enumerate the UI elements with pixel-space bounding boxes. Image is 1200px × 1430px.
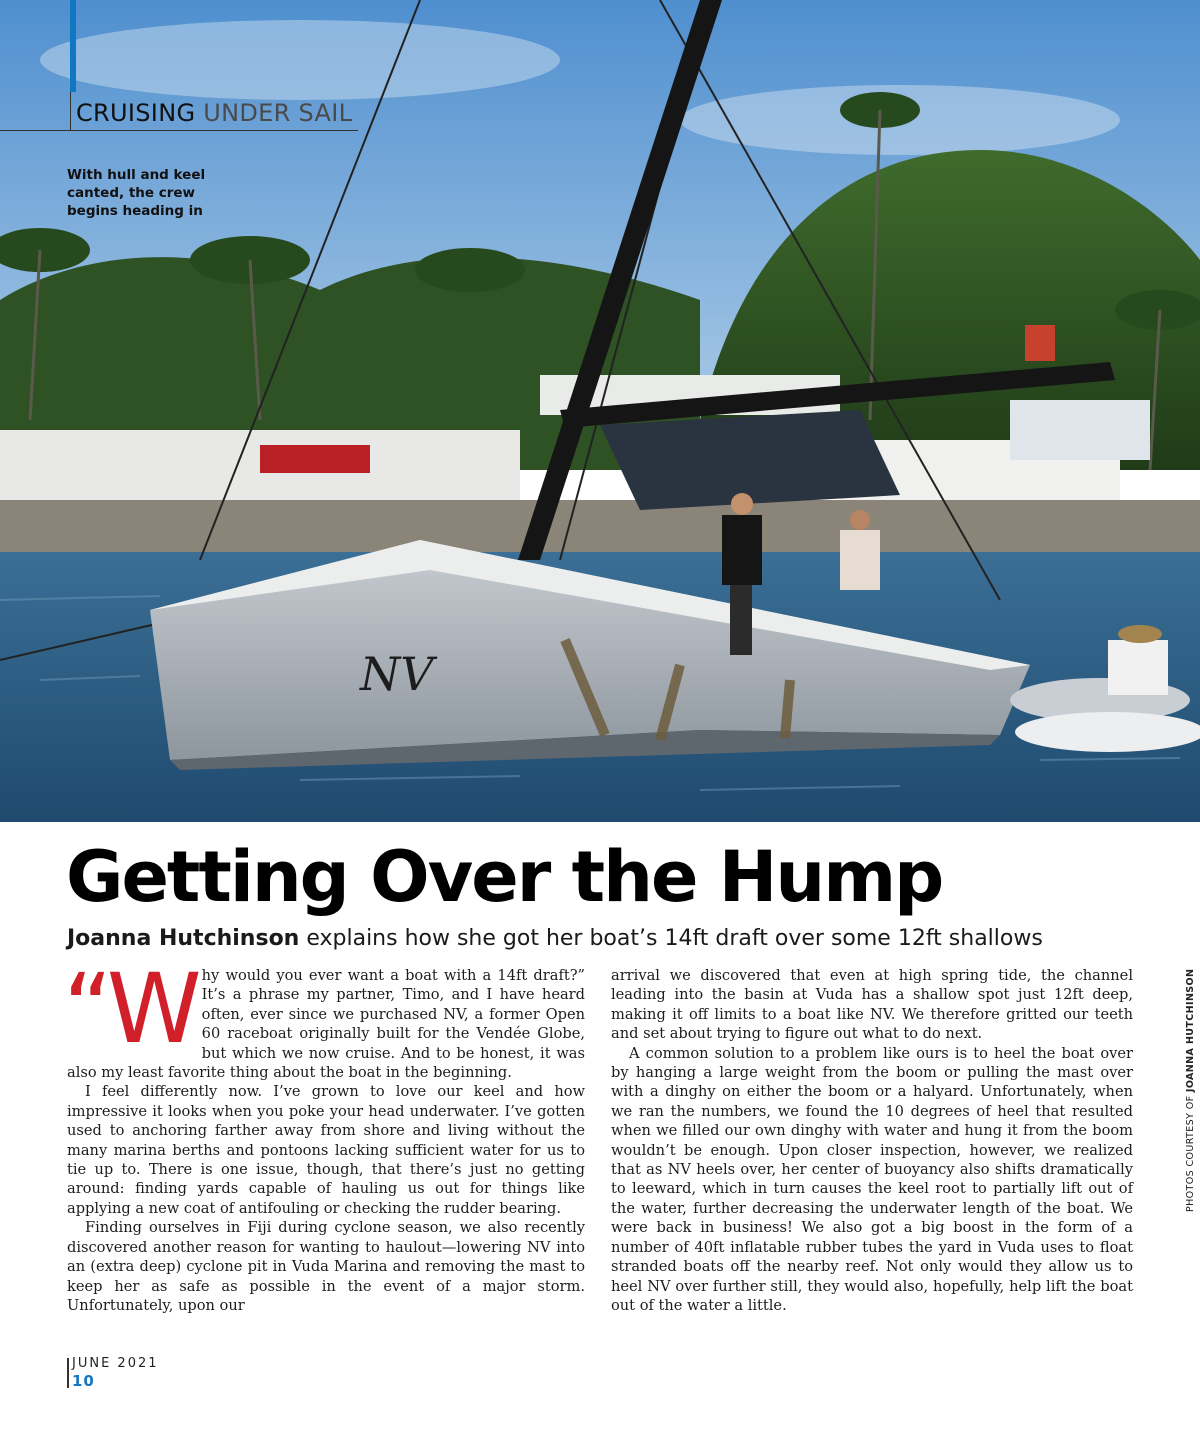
paragraph-1 bbox=[63, 953, 585, 1082]
body-column-left bbox=[63, 953, 585, 1315]
paragraph-4: arrival we discovered that even at high spring tide, the channel leading into the basin at Vuda has a shallow spot just 12ft deep, making it off limits to a boat like NV. We therefore gritted our teeth and set about trying to figure out what to do next. bbox=[611, 967, 1133, 1043]
drop-cap: “W bbox=[63, 953, 196, 1065]
dek-text: explains how she got her boat’s 14ft draft over some 12ft shallows bbox=[306, 926, 1043, 951]
article-dek bbox=[67, 926, 1043, 951]
page-number: 10 bbox=[72, 1372, 95, 1390]
paragraph-5: A common solution to a problem like ours is to heel the boat over by hanging a large weight from the boom or pulling the mast over with a dinghy on either the boom or a halyard. Unfortunately, when we ran the numbers, we found the 10 degrees of heel that resulted when we filled our own dinghy with water and hung it from the boom wouldn’t be enough. Upon closer inspection, however, we realized that as NV heels over, her center of buoyancy also shifts dramatically to leeward, which in turn causes the keel root to partially lift out of the water, further decreasing the underwater length of the boat. We were back in business! We also got a big boost in the form of a number of 40ft inflatable rubber tubes the yard in Vuda uses to float stranded boats off the nearby reef. Not only would they allow us to heel NV over further still, they would also, hopefully, help lift the boat out of the water a little. bbox=[611, 1044, 1133, 1314]
credit-name: JOANNA HUTCHINSON bbox=[1185, 968, 1196, 1093]
folio-rule bbox=[67, 1358, 69, 1388]
section-accent-bar bbox=[70, 0, 76, 92]
section-divider bbox=[70, 92, 71, 131]
paragraph-1-text: hy would you ever want a boat with a 14ft draft?” It’s a phrase my partner, Timo, and I have heard often, ever since we purchased NV, a former Open 60 raceboat originally built for the Vendée Globe, but which we now cruise. And to be honest, it was also my least favorite thing about the boat in the beginning. bbox=[67, 967, 585, 1082]
body-column-right bbox=[611, 966, 1133, 1315]
paragraph-2: I feel differently now. I’ve grown to love our keel and how impressive it looks when you poke your head underwater. I’ve gotten used to anchoring farther away from shore and living without the many marina berths and pontoons lacking sufficient water for us to tie up to. There is one issue, though, that there’s just no getting around: finding yards capable of hauling us out for things like applying a new coat of antifouling or checking the rudder bearing. bbox=[67, 1083, 585, 1217]
photo-caption: With hull and keel canted, the crew begins heading in bbox=[67, 167, 206, 219]
article-headline: Getting Over the Hump bbox=[66, 836, 943, 918]
hull-mark-text: NV bbox=[360, 647, 434, 701]
section-label-strong: CRUISING bbox=[76, 99, 196, 127]
issue-date: JUNE 2021 bbox=[72, 1356, 159, 1371]
paragraph-3: Finding ourselves in Fiji during cyclone season, we also recently discovered another reason for wanting to haulout—lowering NV into an (extra deep) cyclone pit in Vuda Marina and removing the mast to keep her as safe as possible in the event of a major storm. Unfortunately, upon our bbox=[67, 1219, 585, 1314]
section-label bbox=[76, 99, 352, 127]
section-label-light: UNDER SAIL bbox=[203, 99, 353, 127]
section-rule bbox=[0, 130, 358, 131]
photo-credit bbox=[1185, 969, 1196, 1212]
credit-prefix: PHOTOS COURTESY OF bbox=[1185, 1095, 1196, 1212]
author-name: Joanna Hutchinson bbox=[67, 926, 300, 951]
